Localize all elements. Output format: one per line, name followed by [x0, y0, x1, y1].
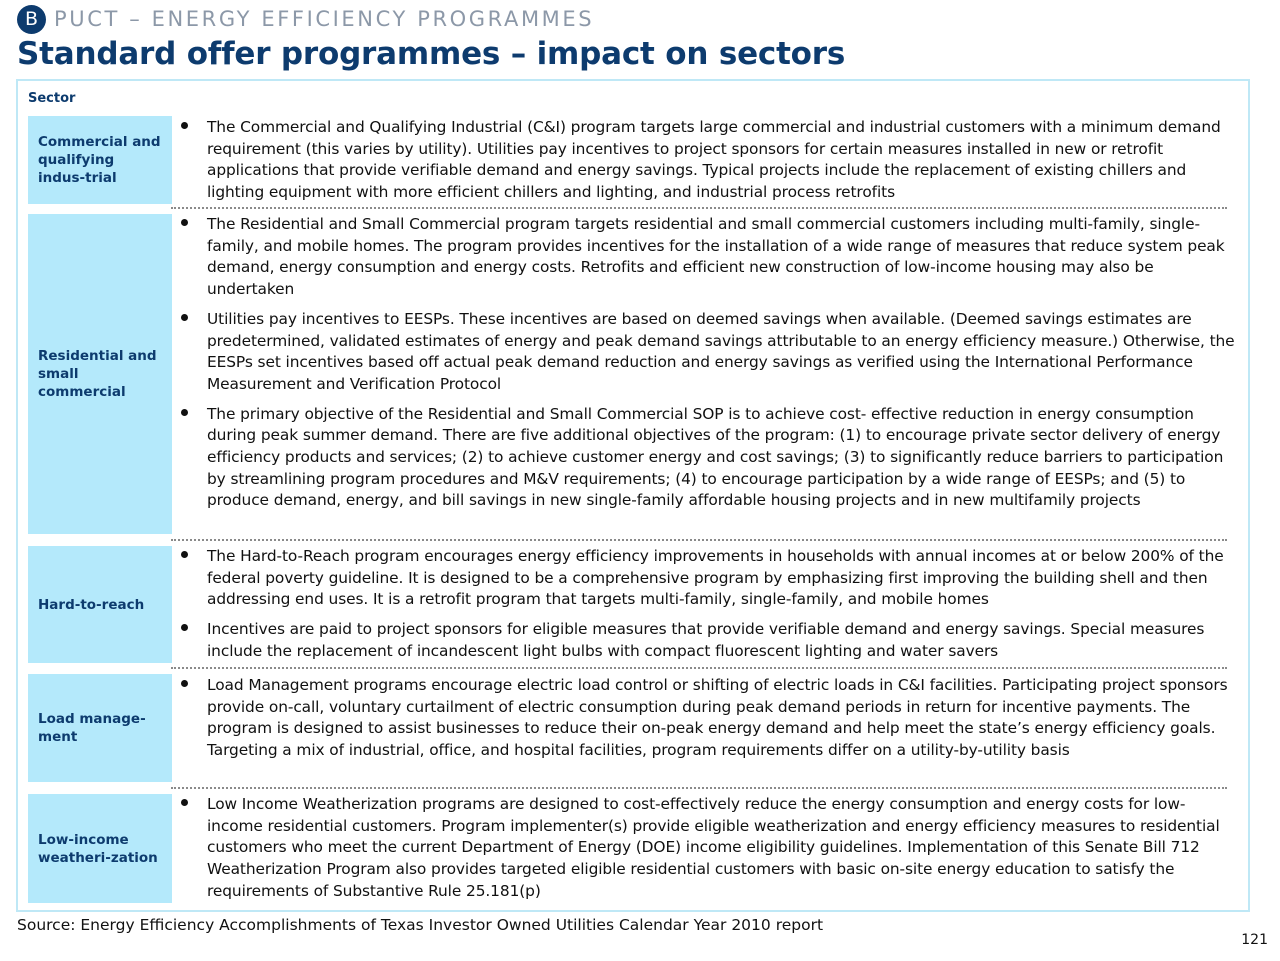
bullet-dot-icon: [181, 219, 188, 226]
table-row: [28, 116, 1236, 204]
bullet-item: [181, 117, 1239, 204]
sector-label: Commercial and qualifying indus-trial: [28, 116, 172, 204]
bullet-item: [181, 794, 1239, 903]
bullet-list: [181, 675, 1239, 762]
sector-label: Residential and small commercial: [28, 214, 172, 534]
bullet-dot-icon: [181, 409, 188, 416]
row-divider: [171, 539, 1227, 541]
table-row: [28, 674, 1236, 782]
sector-label: Load manage-ment: [28, 674, 172, 782]
bullet-list: [181, 117, 1239, 204]
bullet-text: The Residential and Small Commercial program targets residential and small commercial customers including multi-family, single-family, and mobile homes. The program provides incentives for the installation of a wide range of measures that reduce system peak demand, energy consumption and energy costs. Retrofits and efficient new construction of low-income housing may also be undertaken: [207, 215, 1225, 299]
bullet-item: [181, 675, 1239, 762]
row-divider: [171, 787, 1227, 789]
page-header: [17, 4, 845, 72]
bullet-item: [181, 619, 1239, 662]
bullet-dot-icon: [181, 799, 188, 806]
section-kicker: [17, 4, 845, 34]
bullet-list: [181, 214, 1239, 512]
bullet-text: Utilities pay incentives to EESPs. These incentives are based on deemed savings when available. (Deemed savings estimates are predetermined, validated estimates of energy and peak demand savings attributable to an energy efficiency measure.) Otherwise, the EESPs set incentives based off actual peak demand reduction and energy savings as verified using the International Performance Measurement and Verification Protocol: [207, 309, 1235, 393]
bullet-text: Load Management programs encourage electric load control or shifting of electric loads in C&I facilities. Participating project sponsors provide on-call, voluntary curtailment of electric consumption during peak demand periods in return for incentive payments. The program is designed to assist businesses to reduce their on-peak energy demand and help meet the state’s energy efficiency goals. Targeting a mix of industrial, office, and hospital facilities, program requirements differ on a utility-by-utility basis: [207, 676, 1228, 760]
bullet-item: [181, 404, 1239, 513]
bullet-dot-icon: [181, 680, 188, 687]
table-row: [28, 794, 1236, 903]
bullet-text: Incentives are paid to project sponsors for eligible measures that provide verifiable demand and energy savings. Special measures include the replacement of incandescent light bulbs with compact fluorescent lighting and water savers: [207, 620, 1205, 660]
bullet-dot-icon: [181, 551, 188, 558]
sector-table: [16, 79, 1250, 912]
bullet-item: [181, 309, 1239, 396]
bullet-dot-icon: [181, 122, 188, 129]
bullet-text: The primary objective of the Residential and Small Commercial SOP is to achieve cost- effective reduction in energy consumption during peak summer demand. There are five additional objectives of the program: (1) to encourage private sector delivery of energy efficiency products and services; (2) to achieve customer energy and cost savings; (3) to significantly reduce barriers to participation by streamlining program procedures and M&V requirements; (4) to encourage participation by a wide range of EESPs; and (5) to produce demand, energy, and bill savings in new single-family affordable housing projects and in new multifamily projects: [207, 404, 1224, 510]
source-note: Source: Energy Efficiency Accomplishments of Texas Investor Owned Utilities Calendar Year 2010 report: [17, 916, 824, 934]
bullet-dot-icon: [181, 314, 188, 321]
bullet-dot-icon: [181, 624, 188, 631]
sector-label: Hard-to-reach: [28, 546, 172, 663]
bullet-text: The Hard-to-Reach program encourages energy efficiency improvements in households with annual incomes at or below 200% of the federal poverty guideline. It is designed to be a comprehensive program by emphasizing first improving the building shell and then addressing end uses. It is a retrofit program that targets multi-family, single-family, and mobile homes: [207, 547, 1224, 609]
bullet-item: [181, 546, 1239, 611]
page-title: Standard offer programmes – impact on sectors: [17, 36, 846, 72]
bullet-text: Low Income Weatherization programs are designed to cost-effectively reduce the energy consumption and energy costs for low-income residential customers. Program implementer(s) provide eligible weatherization and energy efficiency measures to residential customers who meet the current Department of Energy (DOE) income eligibility guidelines. Implementation of this Senate Bill 712 Weatherization Program also provides targeted eligible residential customers with basic on-site energy education to satisfy the requirements of Substantive Rule 25.181(p): [207, 795, 1220, 900]
bullet-item: [181, 214, 1239, 301]
row-divider: [171, 667, 1227, 669]
table-row: [28, 214, 1236, 534]
row-divider: [171, 207, 1227, 209]
kicker-text: PUCT – ENERGY EFFICIENCY PROGRAMMES: [54, 7, 595, 31]
bullet-list: [181, 546, 1239, 663]
bullet-text: The Commercial and Qualifying Industrial (C&I) program targets large commercial and industrial customers with a minimum demand requirement (this varies by utility). Utilities pay incentives to project sponsors for certain measures installed in new or retrofit applications that provide verifiable demand and energy savings. Typical projects include the replacement of existing chillers and lighting equipment with more efficient chillers and lighting, and industrial process retrofits: [207, 118, 1221, 202]
bullet-list: [181, 794, 1239, 903]
sector-label: Low-income weatheri-zation: [28, 794, 172, 903]
table-row: [28, 546, 1236, 663]
sector-column-header: Sector: [28, 91, 76, 106]
section-badge: B: [17, 5, 46, 34]
page-number: 121: [1241, 932, 1268, 948]
